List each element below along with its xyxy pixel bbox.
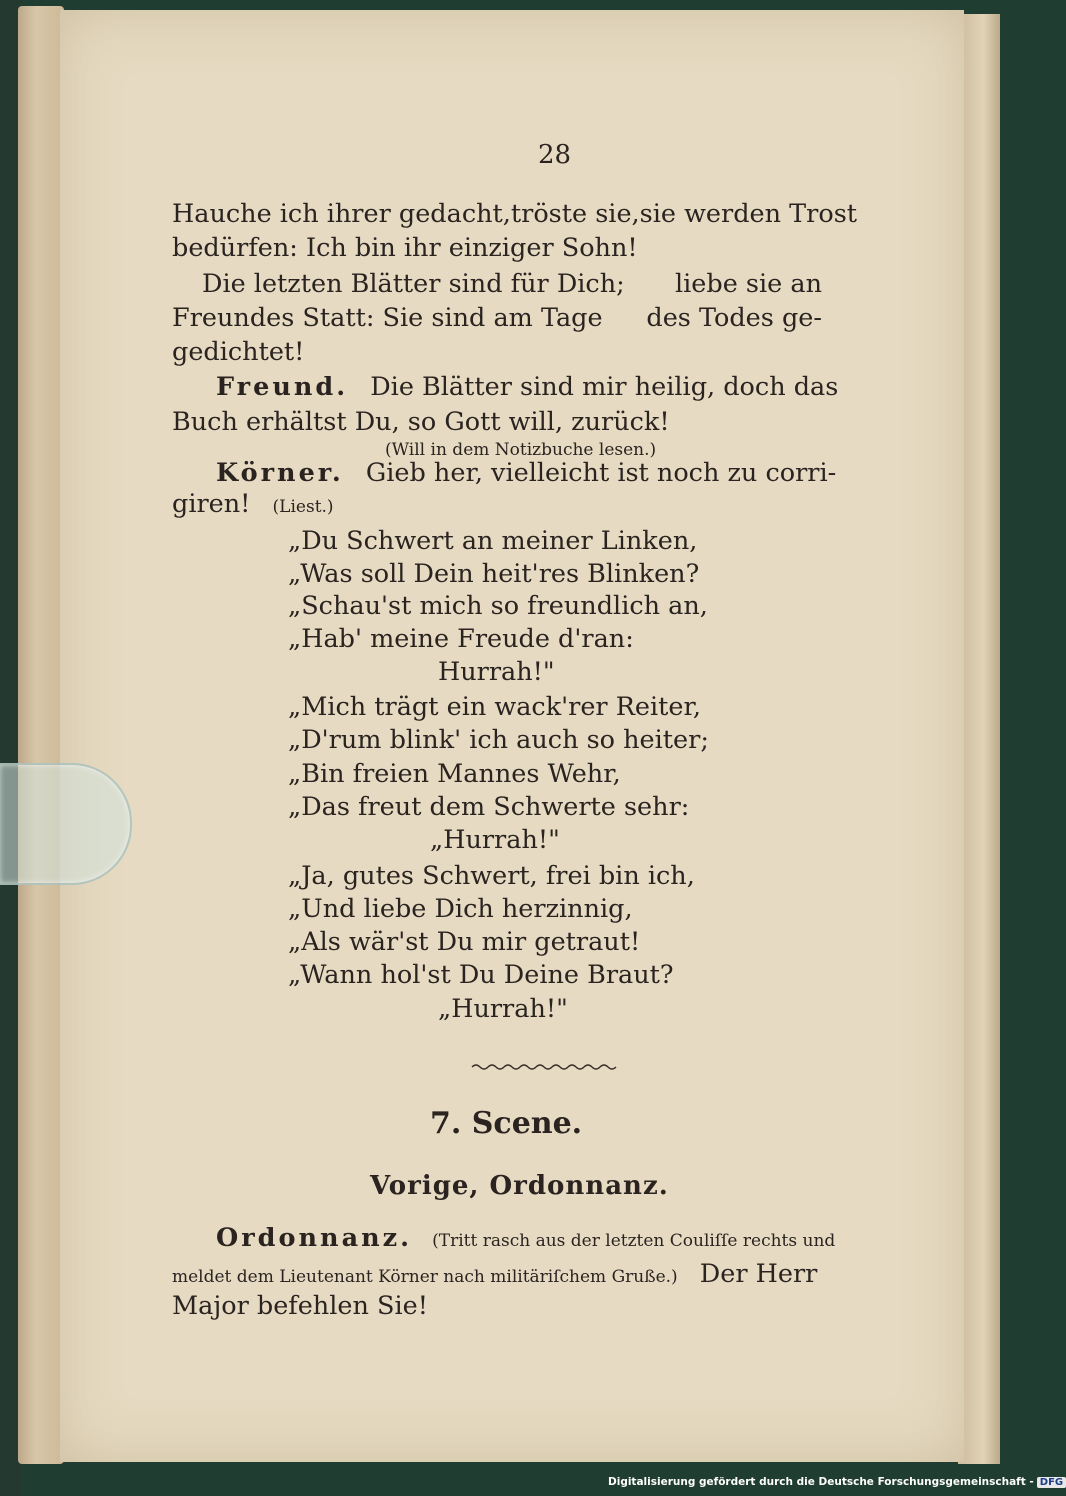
- text-line-7: Buch erhältst Du, so Gott will, zurück!: [172, 407, 670, 437]
- page-clip: [0, 763, 132, 885]
- poem-line: „Hab' meine Freude d'ran:: [288, 624, 634, 654]
- ornament-divider: [470, 1060, 620, 1074]
- page-stack-right: [958, 14, 1000, 1464]
- dfg-logo-icon: DFG: [1037, 1477, 1066, 1488]
- page-stack-left: [18, 6, 64, 1464]
- dialogue-text: giren!: [172, 489, 251, 519]
- page-number: 28: [538, 140, 572, 170]
- scene-title: 7. Scene.: [430, 1106, 583, 1141]
- poem-line: „Was soll Dein heit'res Blinken?: [288, 559, 700, 589]
- text-segment: Die letzten Blätter sind für Dich;: [202, 269, 625, 299]
- poem-line: „Als wär'st Du mir getraut!: [288, 927, 641, 957]
- text-segment: liebe sie an: [675, 269, 822, 299]
- stage-direction: (Will in dem Notizbuche lesen.): [385, 440, 657, 460]
- speaker-name: Körner.: [216, 458, 344, 488]
- poem-line: „Wann hol'st Du Deine Braut?: [288, 960, 674, 990]
- dialogue-text: Die Blätter sind mir heilig, doch das: [370, 372, 839, 402]
- text-line-last: Major befehlen Sie!: [172, 1291, 428, 1321]
- text-line-10: [172, 488, 334, 524]
- poem-line: „Und liebe Dich herzinnig,: [288, 894, 633, 924]
- speaker-name: Ordonnanz.: [216, 1223, 412, 1253]
- text-line-stage2: [172, 1258, 817, 1294]
- poem-line: „Ja, gutes Schwert, frei bin ich,: [288, 861, 695, 891]
- text-segment: Freundes Statt: Sie sind am Tage: [172, 303, 603, 333]
- scene-roles: Vorige, Ordonnanz.: [370, 1171, 669, 1201]
- poem-refrain: „Hurrah!": [430, 825, 560, 855]
- dialogue-line-freund: [216, 371, 838, 404]
- poem-line: „Schau'st mich so freundlich an,: [288, 591, 708, 621]
- poem-line: „Bin freien Mannes Wehr,: [288, 759, 621, 789]
- text-line-1: [172, 198, 858, 231]
- dialogue-text: Der Herr: [699, 1259, 818, 1289]
- poem-line: „Mich trägt ein wack'rer Reiter,: [288, 692, 702, 722]
- poem-refrain: Hurrah!": [438, 657, 555, 687]
- stage-direction: meldet dem Lieutenant Körner nach militäriſchem Gruße.): [172, 1267, 678, 1287]
- poem-line: „D'rum blink' ich auch so heiter;: [288, 725, 709, 755]
- poem-line: „Das freut dem Schwerte sehr:: [288, 792, 690, 822]
- text-line-5: gedichtet!: [172, 337, 305, 367]
- text-line-2: bedürfen: Ich bin ihr einziger Sohn!: [172, 233, 638, 263]
- text-segment: sie werden Trost: [639, 199, 858, 229]
- footer-text: Digitalisierung gefördert durch die Deutsche Forschungsgemeinschaft -: [608, 1476, 1034, 1488]
- text-segment: Hauche ich ihrer gedacht,: [172, 199, 511, 229]
- text-segment: des Todes ge-: [646, 303, 822, 333]
- dialogue-text: Gieb her, vielleicht ist noch zu corri-: [365, 458, 837, 488]
- stage-direction: (Tritt rasch aus der letzten Couliſſe rechts und: [432, 1231, 836, 1251]
- dialogue-line-ordonnanz: [216, 1222, 835, 1258]
- speaker-name: Freund.: [216, 372, 349, 402]
- poem-line: „Du Schwert an meiner Linken,: [288, 526, 698, 556]
- text-line-4: [172, 302, 822, 335]
- book-page: [60, 10, 964, 1462]
- poem-refrain: „Hurrah!": [438, 994, 568, 1024]
- text-line-3: [202, 268, 822, 301]
- text-segment: tröste sie,: [510, 199, 640, 229]
- dialogue-line-koerner: [216, 457, 836, 490]
- footer-credit: [608, 1476, 1066, 1488]
- stage-direction: (Liest.): [272, 497, 334, 517]
